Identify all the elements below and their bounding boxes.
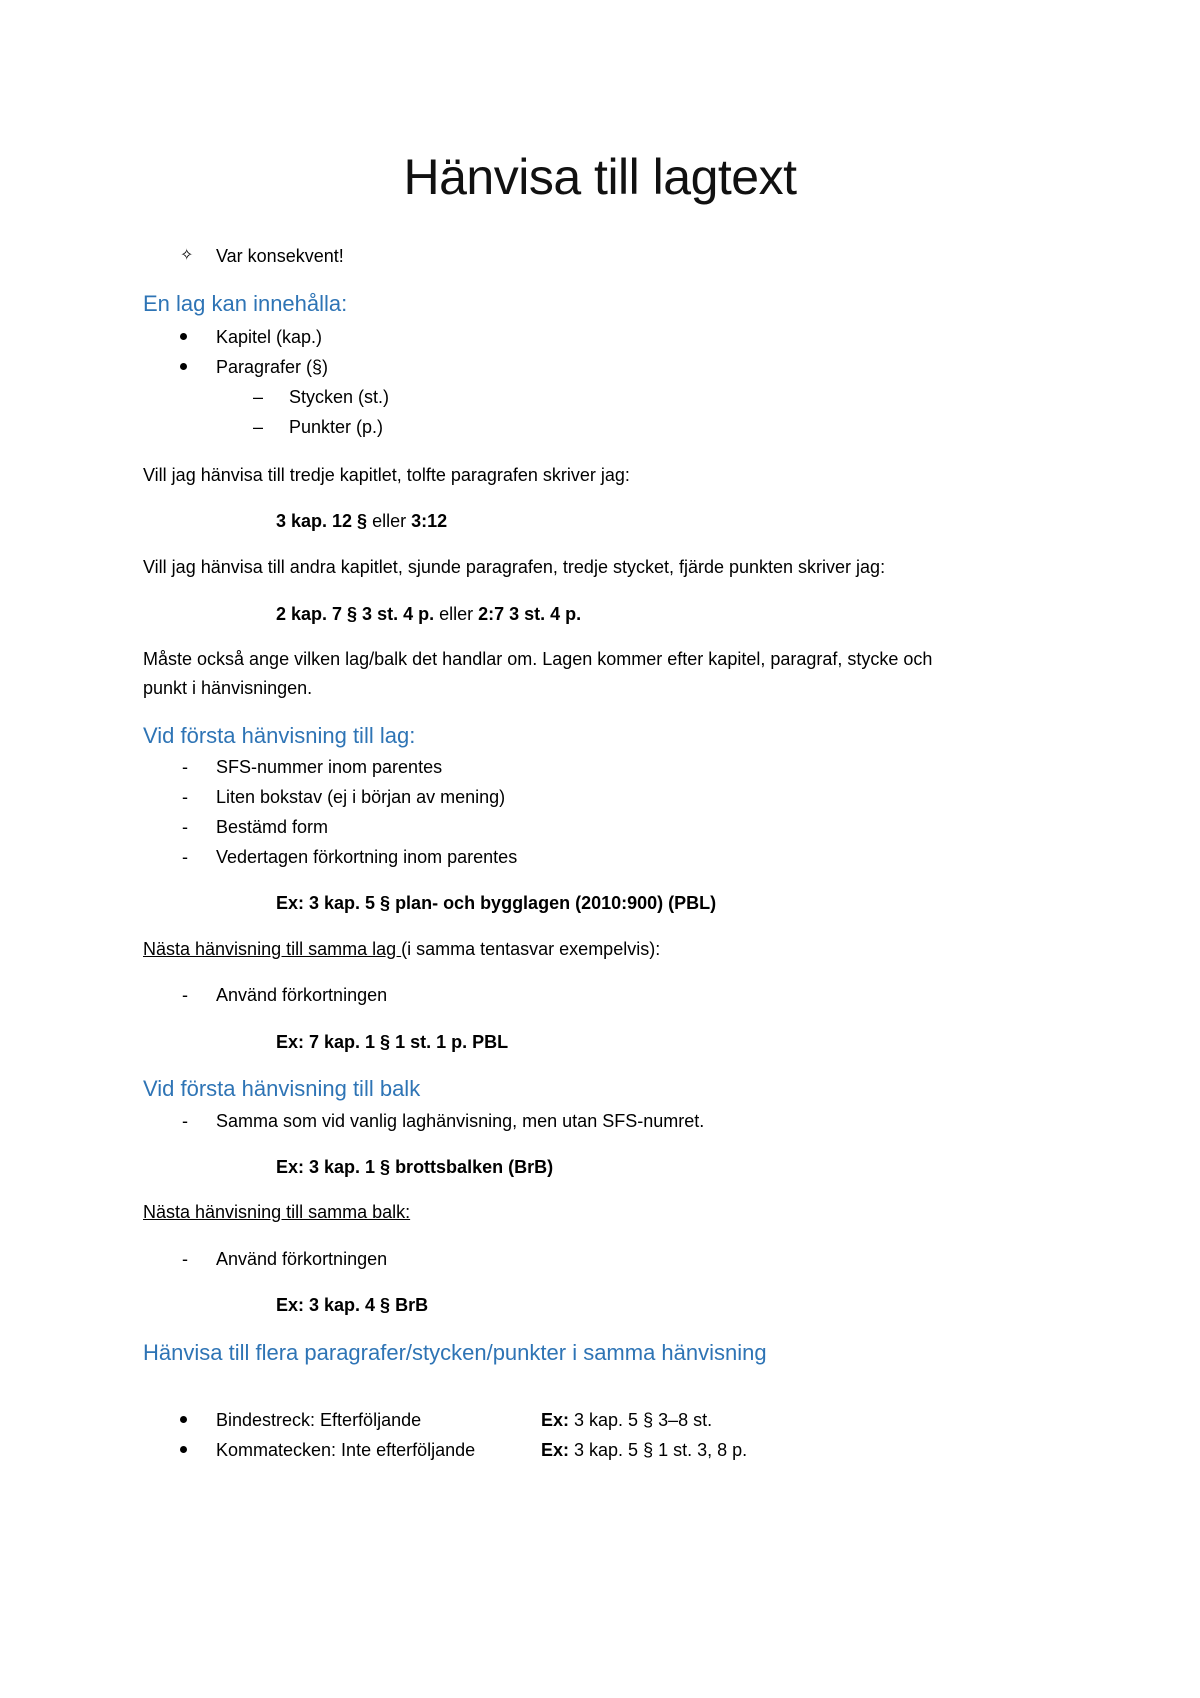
section-heading: En lag kan innehålla: <box>143 291 348 316</box>
example-text: 3 kap. 5 § 3–8 st. <box>569 1410 713 1430</box>
dash-bullet-icon: – <box>253 387 264 407</box>
bullet-icon <box>180 363 187 370</box>
example-line: Ex: 3 kap. 1 § brottsbalken (BrB) <box>276 1157 554 1177</box>
list-item: Kommatecken: Inte efterföljande <box>216 1440 476 1460</box>
underlined-label: Nästa hänvisning till samma lag <box>143 939 402 959</box>
example-bold: 3 kap. 12 § <box>276 511 368 531</box>
dash-bullet-icon: - <box>182 757 188 777</box>
example-text: 3 kap. 5 § 1 st. 3, 8 p. <box>569 1440 748 1460</box>
dash-bullet-icon: – <box>253 417 264 437</box>
section-heading: Hänvisa till flera paragrafer/stycken/punkter i samma hänvisning <box>143 1340 767 1365</box>
underlined-label: Nästa hänvisning till samma balk: <box>143 1202 411 1222</box>
paragraph: Vill jag hänvisa till tredje kapitlet, tolfte paragrafen skriver jag: <box>143 465 630 485</box>
list-item: Bestämd form <box>216 817 329 837</box>
example-text: eller <box>434 604 479 624</box>
list-item: Vedertagen förkortning inom parentes <box>216 847 518 867</box>
dash-bullet-icon: - <box>182 787 188 807</box>
example-inline <box>541 1409 712 1431</box>
list-item: Bindestreck: Efterföljande <box>216 1410 422 1430</box>
bullet-icon <box>180 1416 187 1423</box>
example-inline <box>541 1439 747 1461</box>
example-line: Ex: 3 kap. 4 § BrB <box>276 1295 429 1315</box>
example-line: Ex: 3 kap. 5 § plan- och bygglagen (2010:900) (PBL) <box>276 893 717 913</box>
section-heading: Vid första hänvisning till lag: <box>143 723 416 748</box>
page-title: Hänvisa till lagtext <box>403 149 797 205</box>
dash-bullet-icon: - <box>182 1249 188 1269</box>
diamond-bullet-icon: ✧ <box>180 247 194 264</box>
list-item: Använd förkortningen <box>216 985 388 1005</box>
example-bold: Ex: <box>541 1410 570 1430</box>
bullet-icon <box>180 333 187 340</box>
list-item: Paragrafer (§) <box>216 357 329 377</box>
dash-bullet-icon: - <box>182 847 188 867</box>
list-item: Liten bokstav (ej i början av mening) <box>216 787 506 807</box>
list-item: Samma som vid vanlig laghänvisning, men utan SFS-numret. <box>216 1111 705 1131</box>
next-reference-rest: (i samma tentasvar exempelvis): <box>401 939 661 959</box>
next-reference-line <box>143 938 660 960</box>
example-bold: 2 kap. 7 § 3 st. 4 p. <box>276 604 435 624</box>
paragraph: Måste också ange vilken lag/balk det handlar om. Lagen kommer efter kapitel, paragraf, stycke och <box>143 649 933 669</box>
example-line <box>276 603 581 625</box>
list-item: Kapitel (kap.) <box>216 327 323 347</box>
example-bold: Ex: <box>541 1440 570 1460</box>
list-subitem: Stycken (st.) <box>289 387 390 407</box>
list-subitem: Punkter (p.) <box>289 417 384 437</box>
example-bold: 3:12 <box>411 511 448 531</box>
example-text: eller <box>367 511 412 531</box>
dash-bullet-icon: - <box>182 985 188 1005</box>
list-item: SFS-nummer inom parentes <box>216 757 443 777</box>
section-heading: Vid första hänvisning till balk <box>143 1076 421 1101</box>
example-line: Ex: 7 kap. 1 § 1 st. 1 p. PBL <box>276 1032 509 1052</box>
example-line <box>276 510 447 532</box>
example-bold: 2:7 3 st. 4 p. <box>478 604 582 624</box>
bullet-icon <box>180 1446 187 1453</box>
paragraph: punkt i hänvisningen. <box>143 678 313 698</box>
list-item: Använd förkortningen <box>216 1249 388 1269</box>
top-note: Var konsekvent! <box>216 246 344 266</box>
dash-bullet-icon: - <box>182 817 188 837</box>
paragraph: Vill jag hänvisa till andra kapitlet, sjunde paragrafen, tredje stycket, fjärde punkten skriver jag: <box>143 557 886 577</box>
dash-bullet-icon: - <box>182 1111 188 1131</box>
